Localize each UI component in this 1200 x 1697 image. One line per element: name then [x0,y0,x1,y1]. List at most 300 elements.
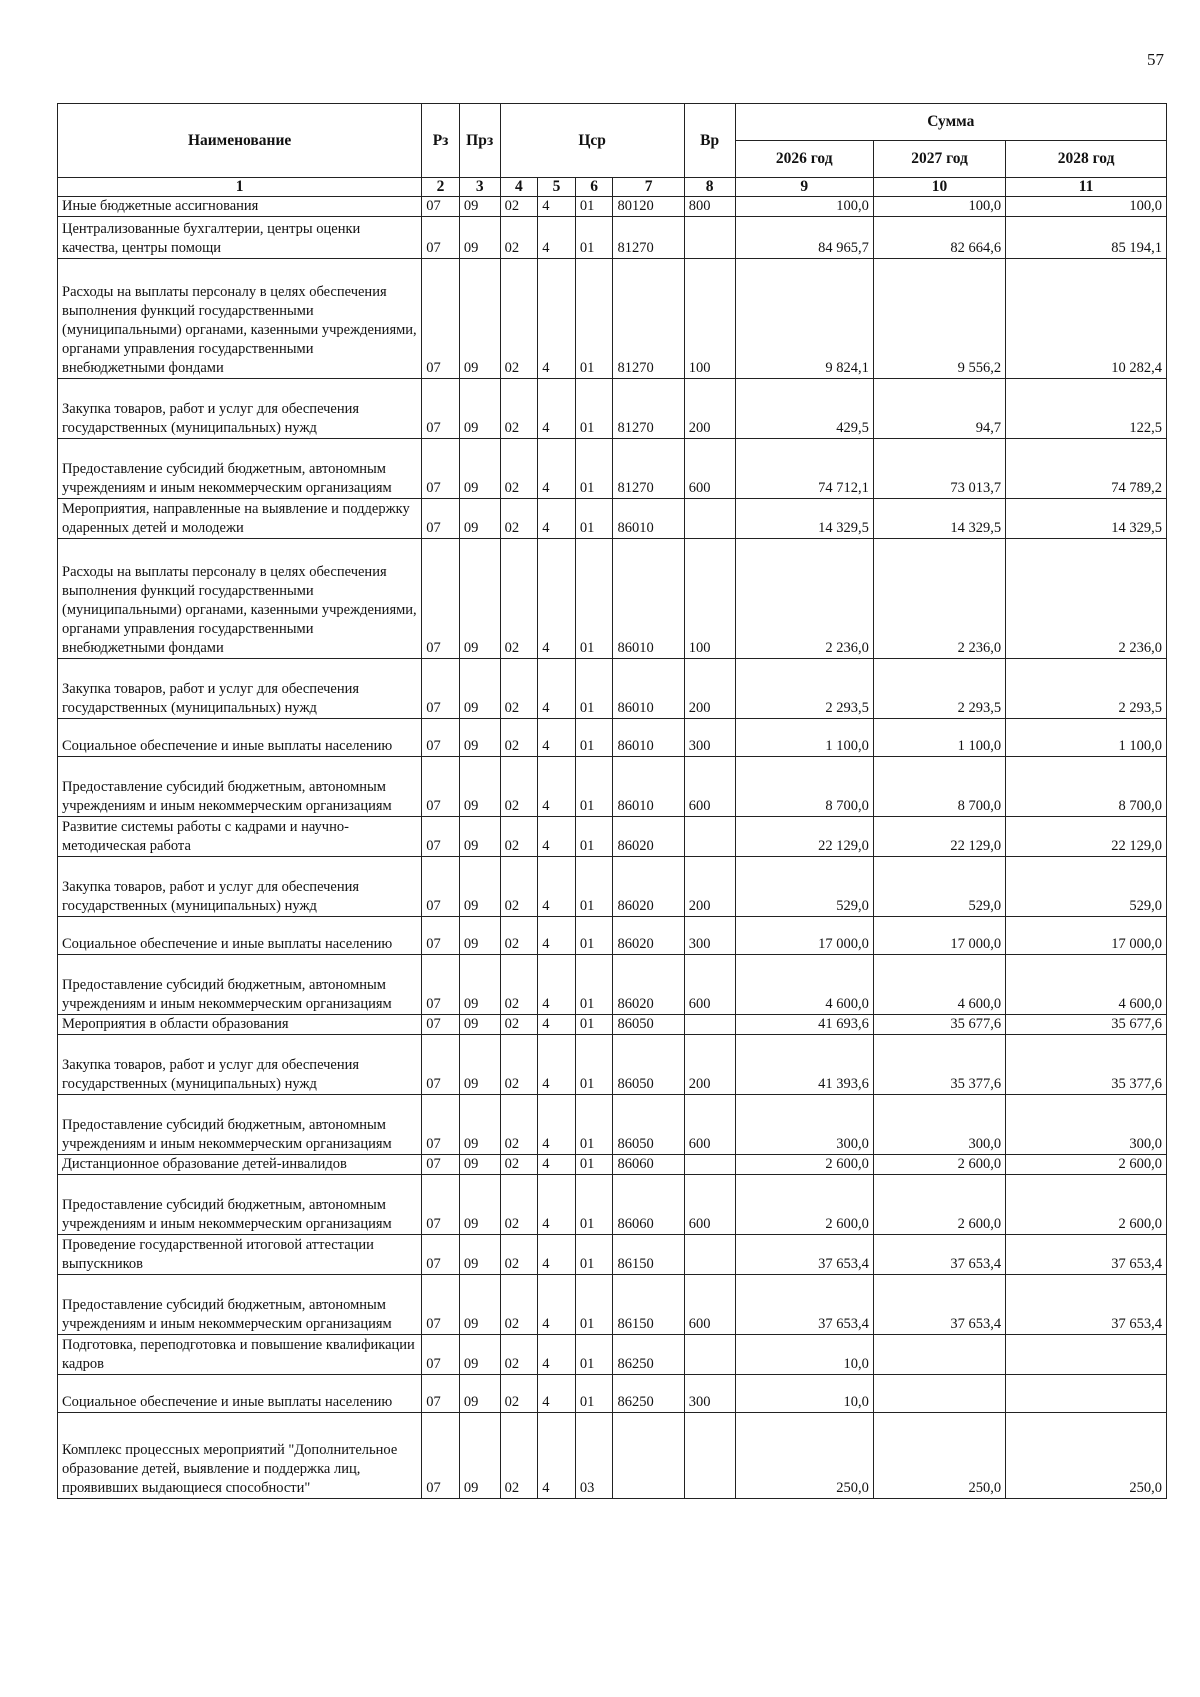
row-prz: 09 [459,379,500,439]
col-number: 8 [684,178,735,197]
row-prz: 09 [459,719,500,757]
row-name: Социальное обеспечение и иные выплаты населению [58,1375,422,1413]
row-amount-2027: 94,7 [873,379,1005,439]
row-amount-2028: 122,5 [1006,379,1167,439]
row-rz: 07 [422,857,460,917]
row-amount-2028: 35 677,6 [1006,1015,1167,1035]
row-vr: 300 [684,719,735,757]
row-amount-2027: 2 293,5 [873,659,1005,719]
row-rz: 07 [422,1175,460,1235]
row-csr-1: 02 [500,1015,538,1035]
row-name: Комплекс процессных мероприятий "Дополнительное образование детей, выявление и поддержка лиц, проявивших выдающиеся способности" [58,1413,422,1499]
row-prz: 09 [459,499,500,539]
row-csr-4: 86060 [613,1155,684,1175]
row-amount-2027: 529,0 [873,857,1005,917]
row-csr-3: 01 [575,439,613,499]
row-amount-2028: 529,0 [1006,857,1167,917]
row-amount-2026: 2 600,0 [735,1175,873,1235]
row-prz: 09 [459,1275,500,1335]
row-csr-4: 86250 [613,1375,684,1413]
header-rz: Рз [422,104,460,178]
table-row [58,499,1167,539]
row-csr-3: 01 [575,539,613,659]
row-csr-2: 4 [538,917,576,955]
row-csr-2: 4 [538,1095,576,1155]
row-rz: 07 [422,217,460,259]
row-csr-1: 02 [500,817,538,857]
row-prz: 09 [459,439,500,499]
table-row [58,539,1167,659]
row-csr-3: 01 [575,197,613,217]
row-amount-2027 [873,1335,1005,1375]
row-csr-4: 81270 [613,379,684,439]
row-csr-3: 01 [575,1035,613,1095]
row-amount-2026: 529,0 [735,857,873,917]
col-number: 6 [575,178,613,197]
row-csr-4 [613,1413,684,1499]
row-amount-2028: 14 329,5 [1006,499,1167,539]
row-amount-2027: 37 653,4 [873,1275,1005,1335]
row-csr-2: 4 [538,719,576,757]
row-amount-2028: 2 293,5 [1006,659,1167,719]
table-row [58,1375,1167,1413]
row-vr: 100 [684,259,735,379]
row-amount-2028: 37 653,4 [1006,1235,1167,1275]
row-prz: 09 [459,217,500,259]
row-amount-2026: 2 293,5 [735,659,873,719]
column-numbers-row [58,178,1167,197]
row-rz: 07 [422,539,460,659]
row-csr-3: 01 [575,1275,613,1335]
col-number: 5 [538,178,576,197]
row-name: Централизованные бухгалтерии, центры оценки качества, центры помощи [58,217,422,259]
row-vr: 600 [684,1275,735,1335]
row-csr-4: 86050 [613,1035,684,1095]
row-rz: 07 [422,379,460,439]
row-csr-4: 86250 [613,1335,684,1375]
row-vr: 600 [684,439,735,499]
row-csr-1: 02 [500,1235,538,1275]
row-name: Закупка товаров, работ и услуг для обеспечения государственных (муниципальных) нужд [58,659,422,719]
row-amount-2026: 10,0 [735,1375,873,1413]
row-amount-2028 [1006,1335,1167,1375]
row-csr-4: 81270 [613,259,684,379]
table-row [58,1413,1167,1499]
row-amount-2028: 85 194,1 [1006,217,1167,259]
row-csr-2: 4 [538,857,576,917]
row-csr-4: 81270 [613,439,684,499]
row-amount-2028: 250,0 [1006,1413,1167,1499]
row-amount-2027: 300,0 [873,1095,1005,1155]
header-vr: Вр [684,104,735,178]
row-amount-2028: 22 129,0 [1006,817,1167,857]
row-amount-2028: 17 000,0 [1006,917,1167,955]
row-csr-2: 4 [538,197,576,217]
col-number: 1 [58,178,422,197]
row-amount-2026: 37 653,4 [735,1235,873,1275]
row-csr-3: 01 [575,955,613,1015]
row-csr-3: 01 [575,1015,613,1035]
row-vr [684,499,735,539]
row-amount-2028: 35 377,6 [1006,1035,1167,1095]
row-prz: 09 [459,539,500,659]
table-row [58,817,1167,857]
row-rz: 07 [422,197,460,217]
table-row [58,1175,1167,1235]
row-amount-2026: 17 000,0 [735,917,873,955]
row-amount-2028: 37 653,4 [1006,1275,1167,1335]
row-prz: 09 [459,1095,500,1155]
row-csr-3: 01 [575,1235,613,1275]
row-rz: 07 [422,1155,460,1175]
row-csr-1: 02 [500,259,538,379]
table-row [58,1155,1167,1175]
table-row [58,1035,1167,1095]
row-rz: 07 [422,1035,460,1095]
row-rz: 07 [422,1413,460,1499]
row-amount-2026: 4 600,0 [735,955,873,1015]
header-year-2028: 2028 год [1006,141,1167,178]
row-amount-2028: 2 600,0 [1006,1175,1167,1235]
row-csr-2: 4 [538,1155,576,1175]
row-name: Проведение государственной итоговой аттестации выпускников [58,1235,422,1275]
row-csr-2: 4 [538,499,576,539]
row-csr-4: 86050 [613,1015,684,1035]
row-csr-4: 86010 [613,719,684,757]
row-vr [684,217,735,259]
row-vr: 600 [684,955,735,1015]
col-number: 3 [459,178,500,197]
row-csr-4: 86020 [613,857,684,917]
budget-table [57,103,1167,1499]
row-rz: 07 [422,817,460,857]
row-csr-4: 86020 [613,917,684,955]
row-rz: 07 [422,1275,460,1335]
row-amount-2026: 8 700,0 [735,757,873,817]
row-rz: 07 [422,259,460,379]
row-amount-2028: 100,0 [1006,197,1167,217]
row-csr-2: 4 [538,1375,576,1413]
row-prz: 09 [459,1155,500,1175]
row-prz: 09 [459,1175,500,1235]
row-csr-3: 01 [575,499,613,539]
row-prz: 09 [459,1413,500,1499]
row-vr: 300 [684,1375,735,1413]
row-name: Расходы на выплаты персоналу в целях обеспечения выполнения функций государственными (муниципальными) органами, казенными учреждениями, органами управления государственными внебюджетными фондами [58,259,422,379]
table-row [58,659,1167,719]
col-number: 2 [422,178,460,197]
row-amount-2026: 37 653,4 [735,1275,873,1335]
row-name: Закупка товаров, работ и услуг для обеспечения государственных (муниципальных) нужд [58,857,422,917]
row-csr-2: 4 [538,259,576,379]
row-rz: 07 [422,1095,460,1155]
row-amount-2028: 10 282,4 [1006,259,1167,379]
row-vr [684,1015,735,1035]
row-amount-2027: 100,0 [873,197,1005,217]
row-csr-1: 02 [500,379,538,439]
row-csr-4: 86060 [613,1175,684,1235]
row-rz: 07 [422,439,460,499]
row-amount-2027: 250,0 [873,1413,1005,1499]
row-prz: 09 [459,857,500,917]
row-amount-2027: 73 013,7 [873,439,1005,499]
header-year-2026: 2026 год [735,141,873,178]
row-rz: 07 [422,659,460,719]
col-number: 9 [735,178,873,197]
row-csr-3: 01 [575,917,613,955]
row-csr-3: 01 [575,217,613,259]
table-row [58,757,1167,817]
row-amount-2028: 74 789,2 [1006,439,1167,499]
row-csr-2: 4 [538,539,576,659]
row-csr-1: 02 [500,1175,538,1235]
table-row [58,857,1167,917]
row-name: Развитие системы работы с кадрами и научно-методическая работа [58,817,422,857]
row-amount-2026: 41 393,6 [735,1035,873,1095]
row-prz: 09 [459,955,500,1015]
row-name: Социальное обеспечение и иные выплаты населению [58,719,422,757]
row-prz: 09 [459,917,500,955]
row-amount-2026: 250,0 [735,1413,873,1499]
row-prz: 09 [459,259,500,379]
row-amount-2028: 300,0 [1006,1095,1167,1155]
row-name: Иные бюджетные ассигнования [58,197,422,217]
row-amount-2026: 300,0 [735,1095,873,1155]
row-name: Мероприятия, направленные на выявление и поддержку одаренных детей и молодежи [58,499,422,539]
row-vr [684,1413,735,1499]
row-csr-1: 02 [500,1275,538,1335]
row-amount-2027: 2 600,0 [873,1155,1005,1175]
row-csr-4: 81270 [613,217,684,259]
row-csr-1: 02 [500,917,538,955]
row-csr-3: 01 [575,757,613,817]
table-body [58,197,1167,1499]
row-csr-1: 02 [500,217,538,259]
row-amount-2026: 41 693,6 [735,1015,873,1035]
row-amount-2026: 74 712,1 [735,439,873,499]
row-amount-2027: 35 377,6 [873,1035,1005,1095]
row-amount-2026: 1 100,0 [735,719,873,757]
row-amount-2027: 2 600,0 [873,1175,1005,1235]
row-amount-2026: 2 236,0 [735,539,873,659]
row-amount-2027 [873,1375,1005,1413]
row-rz: 07 [422,757,460,817]
row-rz: 07 [422,1235,460,1275]
page-number: 57 [1147,50,1164,69]
row-csr-3: 01 [575,857,613,917]
row-amount-2027: 9 556,2 [873,259,1005,379]
row-csr-3: 01 [575,719,613,757]
row-csr-4: 86010 [613,757,684,817]
row-vr [684,1155,735,1175]
row-amount-2028: 8 700,0 [1006,757,1167,817]
row-amount-2028: 1 100,0 [1006,719,1167,757]
row-csr-4: 86150 [613,1235,684,1275]
row-csr-3: 01 [575,1095,613,1155]
row-amount-2028: 4 600,0 [1006,955,1167,1015]
row-csr-3: 01 [575,1175,613,1235]
table-row [58,719,1167,757]
col-number: 10 [873,178,1005,197]
row-amount-2026: 14 329,5 [735,499,873,539]
row-csr-2: 4 [538,1035,576,1095]
row-csr-2: 4 [538,1175,576,1235]
row-csr-3: 01 [575,259,613,379]
row-csr-4: 86010 [613,499,684,539]
row-name: Расходы на выплаты персоналу в целях обеспечения выполнения функций государственными (муниципальными) органами, казенными учреждениями, органами управления государственными внебюджетными фондами [58,539,422,659]
row-prz: 09 [459,817,500,857]
row-amount-2027: 2 236,0 [873,539,1005,659]
table-row [58,1275,1167,1335]
row-amount-2027: 14 329,5 [873,499,1005,539]
row-csr-1: 02 [500,1335,538,1375]
row-amount-2027: 4 600,0 [873,955,1005,1015]
row-csr-1: 02 [500,499,538,539]
row-csr-1: 02 [500,1375,538,1413]
row-vr: 300 [684,917,735,955]
row-amount-2027: 35 677,6 [873,1015,1005,1035]
row-csr-2: 4 [538,1235,576,1275]
table-row [58,1095,1167,1155]
row-amount-2028: 2 236,0 [1006,539,1167,659]
row-vr: 600 [684,1095,735,1155]
row-csr-4: 86150 [613,1275,684,1335]
row-amount-2027: 1 100,0 [873,719,1005,757]
col-number: 7 [613,178,684,197]
row-csr-2: 4 [538,757,576,817]
row-prz: 09 [459,1035,500,1095]
row-prz: 09 [459,197,500,217]
table-row [58,1235,1167,1275]
row-amount-2026: 2 600,0 [735,1155,873,1175]
table-row [58,1335,1167,1375]
row-csr-3: 01 [575,1155,613,1175]
row-vr: 100 [684,539,735,659]
row-amount-2026: 9 824,1 [735,259,873,379]
row-csr-4: 86010 [613,659,684,719]
row-csr-3: 01 [575,817,613,857]
row-vr: 200 [684,1035,735,1095]
table-row [58,379,1167,439]
header-name: Наименование [58,104,422,178]
row-csr-2: 4 [538,1015,576,1035]
table-row [58,955,1167,1015]
row-rz: 07 [422,1375,460,1413]
row-name: Предоставление субсидий бюджетным, автономным учреждениям и иным некоммерческим организациям [58,1095,422,1155]
header-sum: Сумма [735,104,1166,141]
row-rz: 07 [422,1335,460,1375]
row-csr-4: 86020 [613,817,684,857]
row-amount-2026: 22 129,0 [735,817,873,857]
header-year-2027: 2027 год [873,141,1005,178]
row-name: Предоставление субсидий бюджетным, автономным учреждениям и иным некоммерческим организациям [58,1275,422,1335]
row-name: Мероприятия в области образования [58,1015,422,1035]
row-csr-1: 02 [500,1413,538,1499]
row-vr: 600 [684,1175,735,1235]
col-number: 11 [1006,178,1167,197]
row-csr-2: 4 [538,817,576,857]
row-csr-2: 4 [538,1275,576,1335]
row-vr: 200 [684,659,735,719]
row-amount-2028 [1006,1375,1167,1413]
table-row [58,917,1167,955]
row-csr-1: 02 [500,719,538,757]
row-name: Предоставление субсидий бюджетным, автономным учреждениям и иным некоммерческим организациям [58,955,422,1015]
row-name: Социальное обеспечение и иные выплаты населению [58,917,422,955]
table-row [58,1015,1167,1035]
row-csr-3: 01 [575,379,613,439]
col-number: 4 [500,178,538,197]
row-name: Предоставление субсидий бюджетным, автономным учреждениям и иным некоммерческим организациям [58,439,422,499]
row-prz: 09 [459,659,500,719]
row-csr-1: 02 [500,659,538,719]
table-row [58,217,1167,259]
row-rz: 07 [422,1015,460,1035]
row-csr-3: 03 [575,1413,613,1499]
row-csr-1: 02 [500,1155,538,1175]
row-rz: 07 [422,955,460,1015]
row-name: Закупка товаров, работ и услуг для обеспечения государственных (муниципальных) нужд [58,379,422,439]
row-name: Закупка товаров, работ и услуг для обеспечения государственных (муниципальных) нужд [58,1035,422,1095]
table-row [58,197,1167,217]
row-vr: 200 [684,857,735,917]
row-csr-2: 4 [538,379,576,439]
row-csr-1: 02 [500,1095,538,1155]
row-csr-2: 4 [538,439,576,499]
row-csr-1: 02 [500,757,538,817]
row-prz: 09 [459,1235,500,1275]
row-amount-2027: 17 000,0 [873,917,1005,955]
row-vr: 800 [684,197,735,217]
row-csr-4: 86050 [613,1095,684,1155]
row-csr-4: 86010 [613,539,684,659]
table-row [58,439,1167,499]
row-csr-4: 80120 [613,197,684,217]
row-rz: 07 [422,499,460,539]
table-row [58,259,1167,379]
row-amount-2026: 100,0 [735,197,873,217]
row-name: Предоставление субсидий бюджетным, автономным учреждениям и иным некоммерческим организациям [58,757,422,817]
row-csr-1: 02 [500,197,538,217]
row-amount-2026: 10,0 [735,1335,873,1375]
row-csr-4: 86020 [613,955,684,1015]
row-csr-3: 01 [575,1335,613,1375]
row-amount-2026: 429,5 [735,379,873,439]
row-name: Предоставление субсидий бюджетным, автономным учреждениям и иным некоммерческим организациям [58,1175,422,1235]
row-prz: 09 [459,757,500,817]
header-prz: Прз [459,104,500,178]
row-vr: 200 [684,379,735,439]
row-amount-2027: 37 653,4 [873,1235,1005,1275]
row-amount-2028: 2 600,0 [1006,1155,1167,1175]
row-csr-2: 4 [538,217,576,259]
row-csr-1: 02 [500,955,538,1015]
row-prz: 09 [459,1375,500,1413]
row-csr-3: 01 [575,1375,613,1413]
row-csr-2: 4 [538,1413,576,1499]
row-prz: 09 [459,1335,500,1375]
header-csr: Цср [500,104,684,178]
row-amount-2026: 84 965,7 [735,217,873,259]
row-csr-2: 4 [538,955,576,1015]
row-amount-2027: 22 129,0 [873,817,1005,857]
row-csr-1: 02 [500,539,538,659]
row-csr-1: 02 [500,857,538,917]
row-amount-2027: 8 700,0 [873,757,1005,817]
row-rz: 07 [422,917,460,955]
row-csr-1: 02 [500,439,538,499]
row-csr-3: 01 [575,659,613,719]
